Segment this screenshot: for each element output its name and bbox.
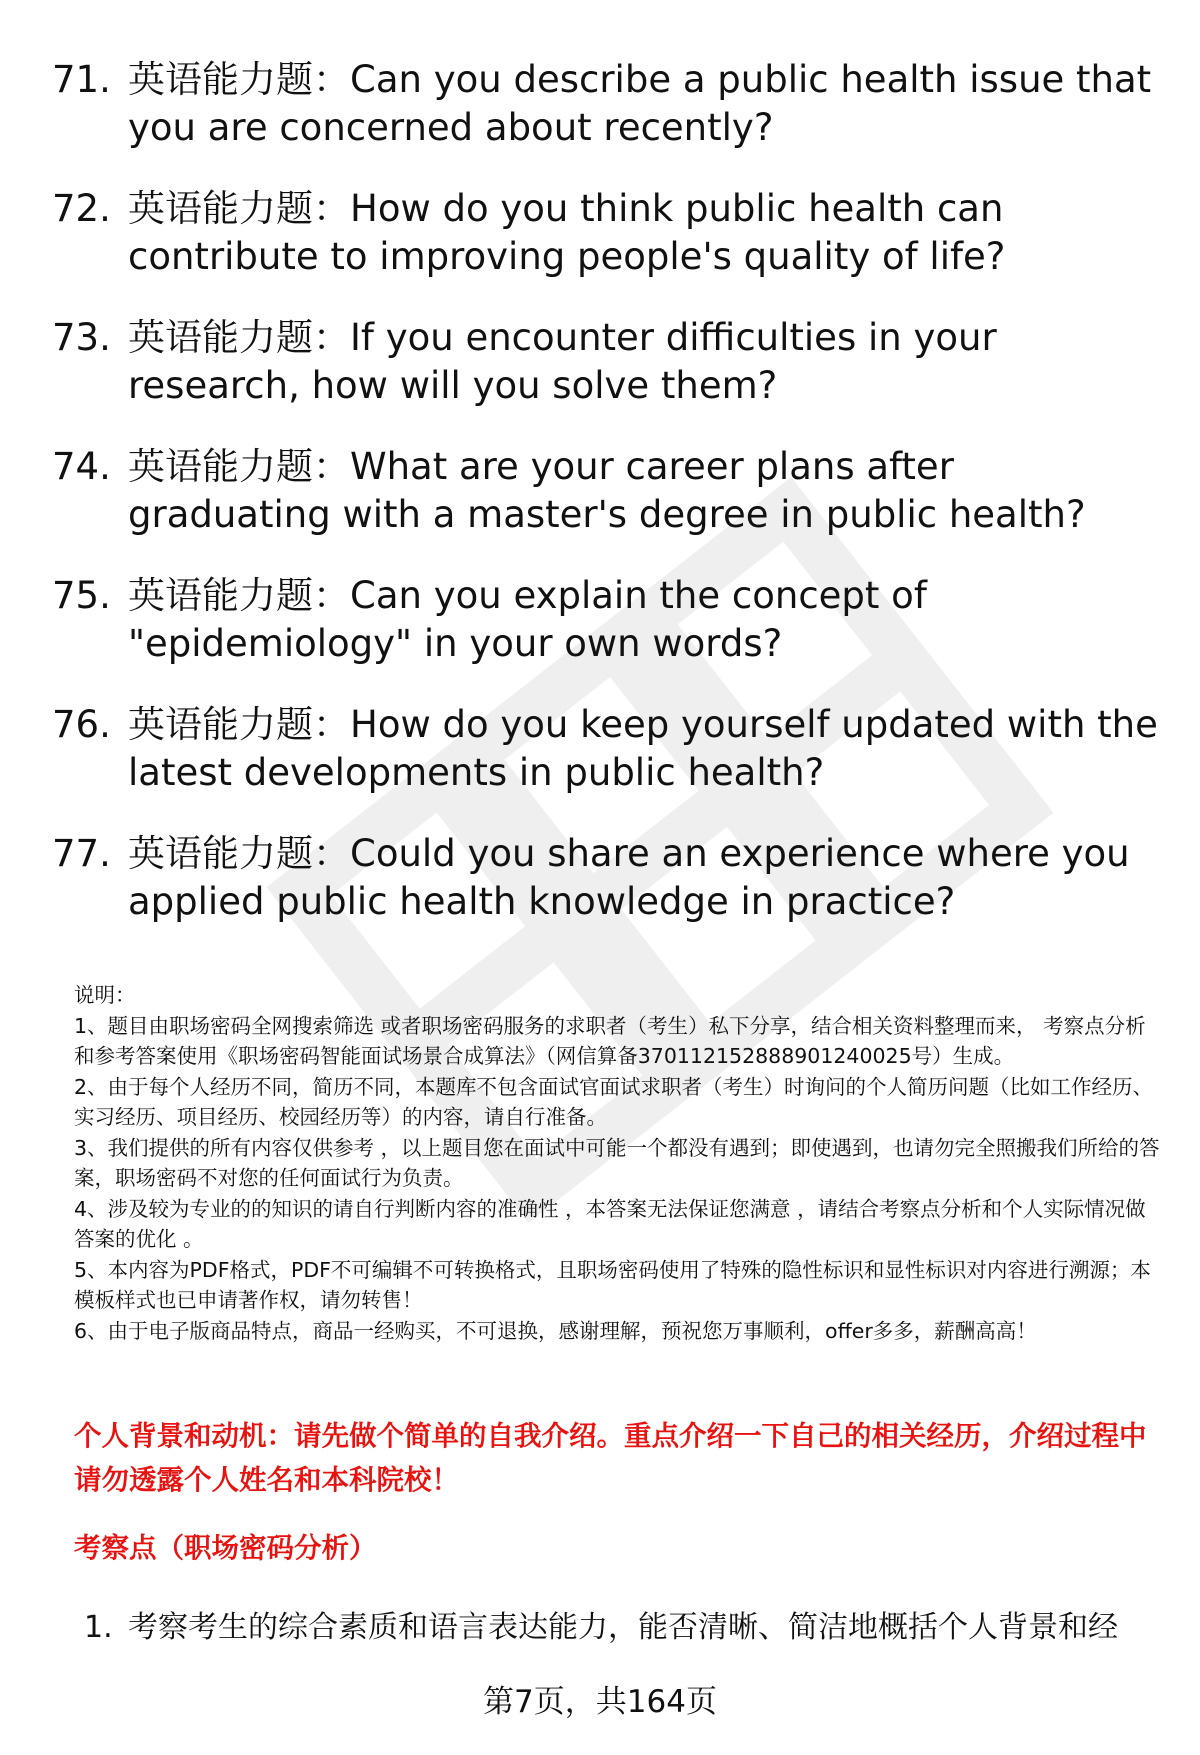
question-text: What are your career plans after graduating with a master's degree in public health? <box>128 445 1086 536</box>
question-text: Could you share an experience where you applied public health knowledge in practice? <box>128 832 1130 923</box>
point-number: 1. <box>84 1610 113 1645</box>
page-footer: 第7页，共164页 <box>483 1684 717 1720</box>
question-item <box>52 572 1162 668</box>
question-number: 73. <box>52 316 111 359</box>
point-text: 考察考生的综合素质和语言表达能力，能否清晰、简洁地概括个人背景和经 <box>128 1610 1118 1645</box>
question-text: If you encounter difficulties in your research, how will you solve them? <box>128 316 997 407</box>
question-text: Can you explain the concept of "epidemiology" in your own words? <box>128 574 927 665</box>
question-label: 英语能力题： <box>128 187 350 230</box>
section-subheading: 考察点（职场密码分析） <box>74 1532 377 1564</box>
question-text-wrapper <box>128 701 1158 797</box>
section-heading: 个人背景和动机：请先做个简单的自我介绍。重点介绍一下自己的相关经历，介绍过程中请勿透露个人姓名和本科院校！ <box>74 1420 1147 1496</box>
point-item <box>84 1606 1164 1650</box>
question-number: 76. <box>52 703 111 746</box>
notes-item: 2、由于每个人经历不同，简历不同，本题库不包含面试官面试求职者（考生）时询问的个人简历问题（比如工作经历、实习经历、项目经历、校园经历等）的内容，请自行准备。 <box>74 1074 1154 1129</box>
question-text-wrapper <box>128 56 1158 152</box>
question-text: How do you keep yourself updated with the latest developments in public health? <box>128 703 1158 794</box>
question-text-wrapper <box>128 830 1158 926</box>
question-label: 英语能力题： <box>128 316 350 359</box>
question-item <box>52 314 1162 410</box>
notes-item: 5、本内容为PDF格式，PDF不可编辑不可转换格式，且职场密码使用了特殊的隐性标识和显性标识对内容进行溯源；本模板样式也已申请著作权，请勿转售！ <box>74 1257 1151 1312</box>
question-item <box>52 701 1162 797</box>
question-text-wrapper <box>128 185 1158 281</box>
notes-title: 说明： <box>74 983 136 1007</box>
question-number: 74. <box>52 445 111 488</box>
question-number: 72. <box>52 187 111 230</box>
question-number: 77. <box>52 832 111 875</box>
question-text: Can you describe a public health issue that you are concerned about recently? <box>128 58 1152 149</box>
question-list <box>52 56 1162 959</box>
question-item <box>52 185 1162 281</box>
question-label: 英语能力题： <box>128 703 350 746</box>
question-item <box>52 830 1162 926</box>
notes-item: 6、由于电子版商品特点，商品一经购买，不可退换，感谢理解，预祝您万事顺利，offer多多，薪酬高高！ <box>74 1318 1037 1343</box>
question-label: 英语能力题： <box>128 58 350 101</box>
question-item <box>52 56 1162 152</box>
question-label: 英语能力题： <box>128 832 350 875</box>
question-text-wrapper <box>128 443 1158 539</box>
question-label: 英语能力题： <box>128 574 350 617</box>
question-label: 英语能力题： <box>128 445 350 488</box>
notes-section <box>74 980 1164 1346</box>
notes-item: 1、题目由职场密码全网搜索筛选 或者职场密码服务的求职者（考生）私下分享，结合相关资料整理而来， 考察点分析和参考答案使用《职场密码智能面试场景合成算法》（网信算备370112152888901240025号）生成。 <box>74 1013 1146 1068</box>
question-text: How do you think public health can contribute to improving people's quality of life? <box>128 187 1006 278</box>
question-number: 75. <box>52 574 111 617</box>
notes-item: 4、涉及较为专业的的知识的请自行判断内容的准确性 ，本答案无法保证您满意 ，请结合考察点分析和个人实际情况做答案的优化 。 <box>74 1196 1146 1251</box>
question-text-wrapper <box>128 572 1158 668</box>
question-item <box>52 443 1162 539</box>
question-number: 71. <box>52 58 111 101</box>
notes-item: 3、我们提供的所有内容仅供参考 ，以上题目您在面试中可能一个都没有遇到；即使遇到，也请勿完全照搬我们所给的答案，职场密码不对您的任何面试行为负责。 <box>74 1135 1160 1190</box>
question-text-wrapper <box>128 314 1158 410</box>
